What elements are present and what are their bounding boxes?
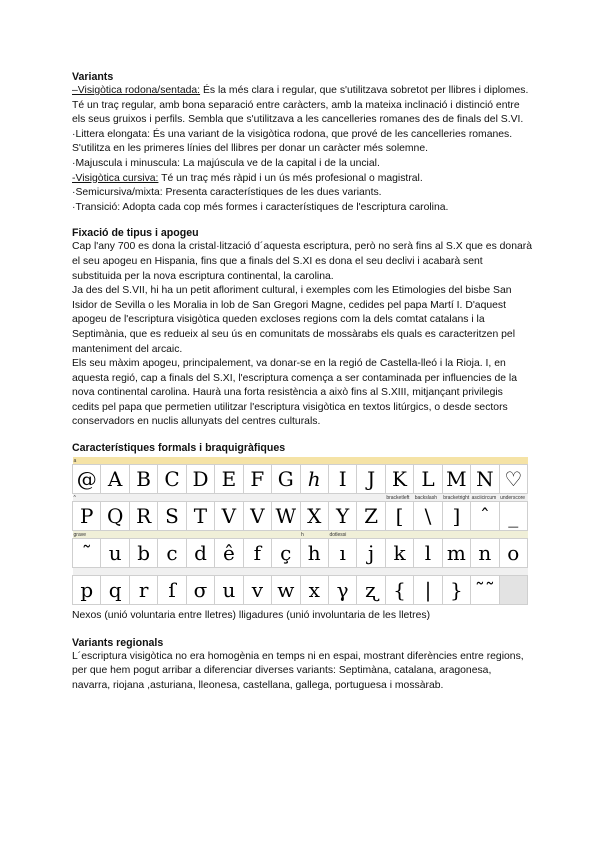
glyph-cell: ]: [442, 502, 470, 531]
glyph-cell: ı: [328, 539, 356, 568]
fixacio-paragraph-2: Ja des del S.VII, hi ha un petit afloriment cultural, i exemples com les Etimologies del bisbe San Isidor de Sevilla o les Moralia in lob de San Gregori Magne, cedides pel papa Martí I. D'aquest apogeu de l'escriptura visigòtica queden excloses regions com la dels comtat catalans i la Septimània, que es redueix al seu ús en comunitats de mossàrabs els quals es caracteritzen pel manteniment del arcaic.: [72, 285, 515, 355]
table-label: dotlessi: [328, 531, 356, 539]
glyph-cell: X: [300, 502, 328, 531]
glyph-cell: M: [442, 465, 470, 494]
glyph-cell: |: [414, 576, 442, 605]
glyph-cell: W: [272, 502, 300, 531]
glyph-cell: @: [73, 465, 101, 494]
glyph-cell: σ: [186, 576, 214, 605]
glyph-cell: x: [300, 576, 328, 605]
table-label: bracketright: [443, 494, 470, 501]
table-label: ^: [73, 494, 101, 502]
character-table: [72, 457, 528, 605]
glyph-cell: Q: [101, 502, 129, 531]
glyph-cell: f: [243, 539, 271, 568]
glyph-cell: J: [357, 465, 385, 494]
rodona-paragraph: [72, 84, 532, 128]
variants-heading: Variants: [72, 71, 114, 83]
table-label: bracketleft: [385, 494, 413, 502]
glyph-cell: T: [186, 502, 214, 531]
glyph-cell: A: [101, 465, 129, 494]
table-label: grave: [73, 531, 101, 539]
glyph-cell: \: [414, 502, 442, 531]
fixacio-paragraph-3: Els seu màxim apogeu, principalement, va donar-se en la regió de Castella-lleó i la Rioja. I, en aquesta regió, cap a finals del S.XI, l'escriptura comença a ser contaminada per influencies de la nova continental carolina. Haurà una forta resistència a això fins al S.XIII, mitjançant privilegis cedits pel papa que permetien utilitzar l'escriptura visigòtica en textos litúrgics, o desde sectors conservadors en nuclis allunyats del centres culturals.: [72, 358, 517, 428]
glyph-cell: v: [243, 576, 271, 605]
fixacio-heading: Fixació de tipus i apogeu: [72, 227, 199, 240]
glyph-cell: h: [300, 539, 328, 568]
glyph-cell: ˆ: [471, 502, 499, 531]
glyph-cell: m: [442, 539, 470, 568]
semicursiva-paragraph: ·Semicursiva/mixta: Presenta característiques de les dues variants.: [72, 187, 382, 199]
glyph-cell: Y: [328, 502, 356, 531]
glyph-cell: V: [215, 502, 243, 531]
glyph-cell: V: [243, 502, 271, 531]
glyph-cell: ç: [272, 539, 300, 568]
glyph-cell: ʐ: [357, 576, 385, 605]
glyph-cell: u: [215, 576, 243, 605]
glyph-cell: N: [471, 465, 499, 494]
glyph-cell-empty: [499, 576, 527, 605]
glyph-cell: {: [385, 576, 413, 605]
glyph-cell: L: [414, 465, 442, 494]
glyph-cell: G: [272, 465, 300, 494]
table-label: h: [300, 531, 328, 539]
glyph-cell: P: [73, 502, 101, 531]
glyph-cell: _: [499, 502, 527, 531]
glyph-cell: n: [471, 539, 499, 568]
glyph-cell: γ: [328, 576, 356, 605]
glyph-cell: D: [186, 465, 214, 494]
transicio-paragraph: ·Transició: Adopta cada cop més formes i característiques de l'escriptura carolina.: [72, 201, 449, 213]
document-page: [72, 70, 532, 693]
glyph-cell: ♡: [499, 465, 527, 494]
regionals-paragraph: L´escriptura visigòtica no era homogènia en temps ni en espai, mostrant diferències entre regions, per que hem pogut arribar a diferenciar diverses variants: Septimàna, catalana, aragonesa, navarra, riojana ,asturiana, lleonesa, castellana, gallega, portuguesa i mossàrab.: [72, 650, 524, 691]
glyph-cell: ˜: [73, 539, 101, 568]
table-label: backslash: [414, 494, 442, 502]
cursiva-label: -Visigòtica cursiva:: [72, 172, 159, 184]
glyph-cell: F: [243, 465, 271, 494]
glyph-cell: ê: [215, 539, 243, 568]
table-caption: Nexos (unió voluntaria entre lletres) lligadures (unió involuntaria de les lletres): [72, 610, 431, 622]
rodona-label: –Visigòtica rodona/sentada:: [72, 85, 201, 96]
glyph-cell: r: [129, 576, 157, 605]
regionals-heading: Variants regionals: [72, 636, 164, 649]
glyph-cell: I: [328, 465, 356, 494]
glyph-cell: C: [158, 465, 186, 494]
glyph-cell: c: [158, 539, 186, 568]
table-label: asciicircum: [471, 494, 499, 502]
glyph-cell: ſ: [158, 576, 186, 605]
glyph-cell: d: [186, 539, 214, 568]
glyph-cell: q: [101, 576, 129, 605]
fixacio-paragraph-1: Cap l'any 700 es dona la cristal·lització d´aquesta escriptura, però no serà fins al S.X que es donarà el seu apogeu en Hispania, fins que a finals del S.XI es dona el seu declivi i acabarà sent substituida per la nova escriptura continental, la carolina.: [72, 241, 533, 282]
elongata-paragraph: ·Littera elongata: És una variant de la visigòtica rodona, que prové de les cancelleries romanes. S'utilitza en les primeres línies del llibres per donar un caràcter més solemne.: [72, 128, 513, 155]
glyph-cell: Z: [357, 502, 385, 531]
glyph-cell: ˜˜: [471, 576, 499, 605]
majuscula-paragraph: ·Majuscula i minuscula: La majúscula ve de la capital i de la uncial.: [72, 157, 380, 169]
glyph-cell: K: [385, 465, 413, 494]
glyph-cell: [: [385, 502, 413, 531]
glyph-cell: j: [357, 539, 385, 568]
glyph-cell: p: [73, 576, 101, 605]
glyph-cell: S: [158, 502, 186, 531]
glyph-cell: o: [499, 539, 527, 568]
glyph-cell: E: [215, 465, 243, 494]
glyph-cell: }: [442, 576, 470, 605]
glyph-cell: B: [129, 465, 157, 494]
rodona-text: És la més clara i regular, que s'utilitzava sobretot per llibres i diplomes. Té un traç regular, amb bona separació entre caràcters, amb la mateixa inclinació i distinció entre els seus gruixos i perfils. Sembla que s'utilitzava a les cancelleries romanes des de finals del S.VI.: [72, 85, 529, 126]
cursiva-text: Té un traç més ràpid i un ús més profesional o magistral.: [158, 172, 423, 184]
table-label: underscore: [499, 494, 527, 502]
glyph-cell: k: [385, 539, 413, 568]
cursiva-paragraph: [72, 172, 532, 187]
glyph-cell: b: [129, 539, 157, 568]
caracteristiques-heading: Característiques formals i braquigràfiques: [72, 442, 286, 455]
glyph-cell: l: [414, 539, 442, 568]
table-label: a: [73, 457, 101, 465]
glyph-cell: h: [300, 465, 328, 494]
glyph-cell: u: [101, 539, 129, 568]
glyph-cell: R: [129, 502, 157, 531]
glyph-cell: w: [272, 576, 300, 605]
